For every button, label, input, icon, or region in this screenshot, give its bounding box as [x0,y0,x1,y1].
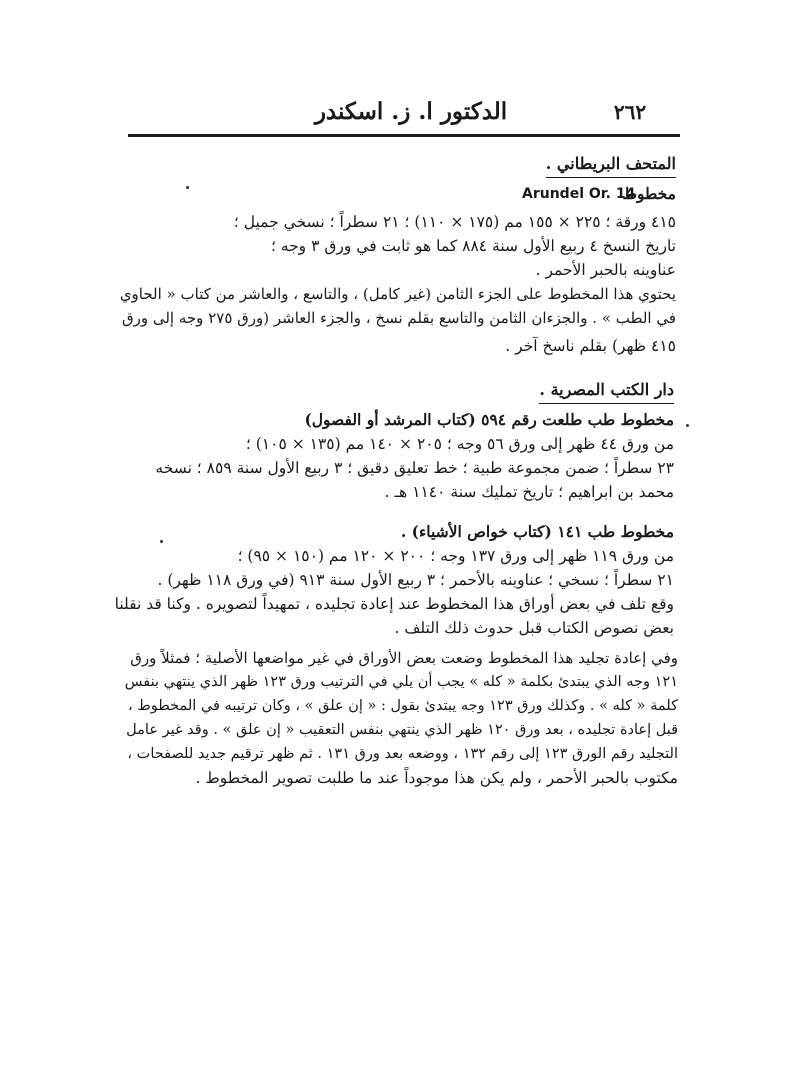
text-line: من ورق ١١٩ ظهر إلى ورق ١٣٧ وجه ؛ ٢٠٠ × ١٢٠ مم (١٥٠ × ٩٥) ؛ [237,547,674,565]
scan-speck [160,540,163,543]
text-line: ١٢١ وجه الذي يبتدئ بكلمة « كله » يجب أن يلي في الترتيب ورق ١٢٣ ظهر الذي ينتهي بنفس [124,674,678,690]
text-line: مخطوط طب طلعت رقم ٥٩٤ (كتاب المرشد أو الفصول) [304,410,674,429]
text-line: كلمة « كله » . وكذلك ورق ١٢٣ وجه يبتدئ بقول : « إن علق » ، وكان ترتيبه في المخطوط ، [128,698,678,714]
text-line: ٤١٥ ورقة ؛ ٢٢٥ × ١٥٥ مم (١٧٥ × ١١٠) ؛ ٢١ سطراً ؛ نسخي جميل ؛ [233,213,676,231]
section-heading-dar-al-kutub: دار الكتب المصرية . [539,378,674,404]
text-line: من ورق ٤٤ ظهر إلى ورق ٥٦ وجه ؛ ٢٠٥ × ١٤٠ مم (١٣٥ × ١٠٥) ؛ [245,435,674,453]
text-line: وفي إعادة تجليد هذا المخطوط وضعت بعض الأوراق في غير مواضعها الأصلية ؛ فمثلاً ورق [130,649,678,667]
text-line: ٤١٥ ظهر) بقلم ناسخ آخر . [505,337,676,355]
text-line: يحتوي هذا المخطوط على الجزء الثامن (غير كامل) ، والتاسع ، والعاشر من كتاب « الحاوي [119,285,676,303]
page-number: ٢٦٢ [613,100,647,124]
text-line: عناوينه بالحبر الأحمر . [535,261,676,279]
text-line: ٢١ سطراً ؛ نسخي ؛ عناوينه بالأحمر ؛ ٣ ربيع الأول سنة ٩١٣ (في ورق ١١٨ ظهر) . [157,571,674,589]
header-rule [128,134,680,137]
scan-speck [686,424,689,427]
text-line: مكتوب بالحبر الأحمر ، ولم يكن هذا موجوداً عند ما طلبت تصوير المخطوط . [195,769,678,787]
text-line: وقع تلف في بعض أوراق هذا المخطوط عند إعادة تجليده ، تمهيداً لتصويره . وكنا قد نقلنا [114,595,674,613]
text-line: ٢٣ سطراً ؛ ضمن مجموعة طبية ؛ خط تعليق دقيق ؛ ٣ ربيع الأول سنة ٨٥٩ ؛ نسخه [155,459,674,477]
manuscript-shelfmark: Arundel Or. 14 [522,186,636,202]
section-heading-british-museum: المتحف البريطاني . [546,152,676,178]
text-line: محمد بن ابراهيم ؛ تاريخ تمليك سنة ١١٤٠ هـ . [384,483,674,501]
running-header-author: الدكتور ا. ز. اسكندر [314,98,508,125]
text-line: في الطب » . والجزءان الثامن والتاسع بقلم نسخ ، والجزء العاشر (ورق ٢٧٥ وجه إلى ورق [121,309,676,327]
text-line: بعض نصوص الكتاب قبل حدوث ذلك التلف . [394,619,674,637]
ms-label: مخطوط [622,184,676,203]
text-line: قبل إعادة تجليده ، بعد ورق ١٢٠ ظهر الذي ينتهي بنفس التعقيب « إن علق » . وقد غير عامل [126,722,678,738]
text-line: مخطوط طب ١٤١ (كتاب خواص الأشياء) . [400,522,674,541]
text-line: التجليد رقم الورق ١٢٣ إلى رقم ١٣٢ ، ووضعه بعد ورق ١٣١ . ثم ظهر ترقيم جديد للصفحات ، [127,746,678,762]
scan-speck [186,186,189,189]
text-line: تاريخ النسخ ٤ ربيع الأول سنة ٨٨٤ كما هو ثابت في ورق ٣ وجه ؛ [270,237,676,255]
